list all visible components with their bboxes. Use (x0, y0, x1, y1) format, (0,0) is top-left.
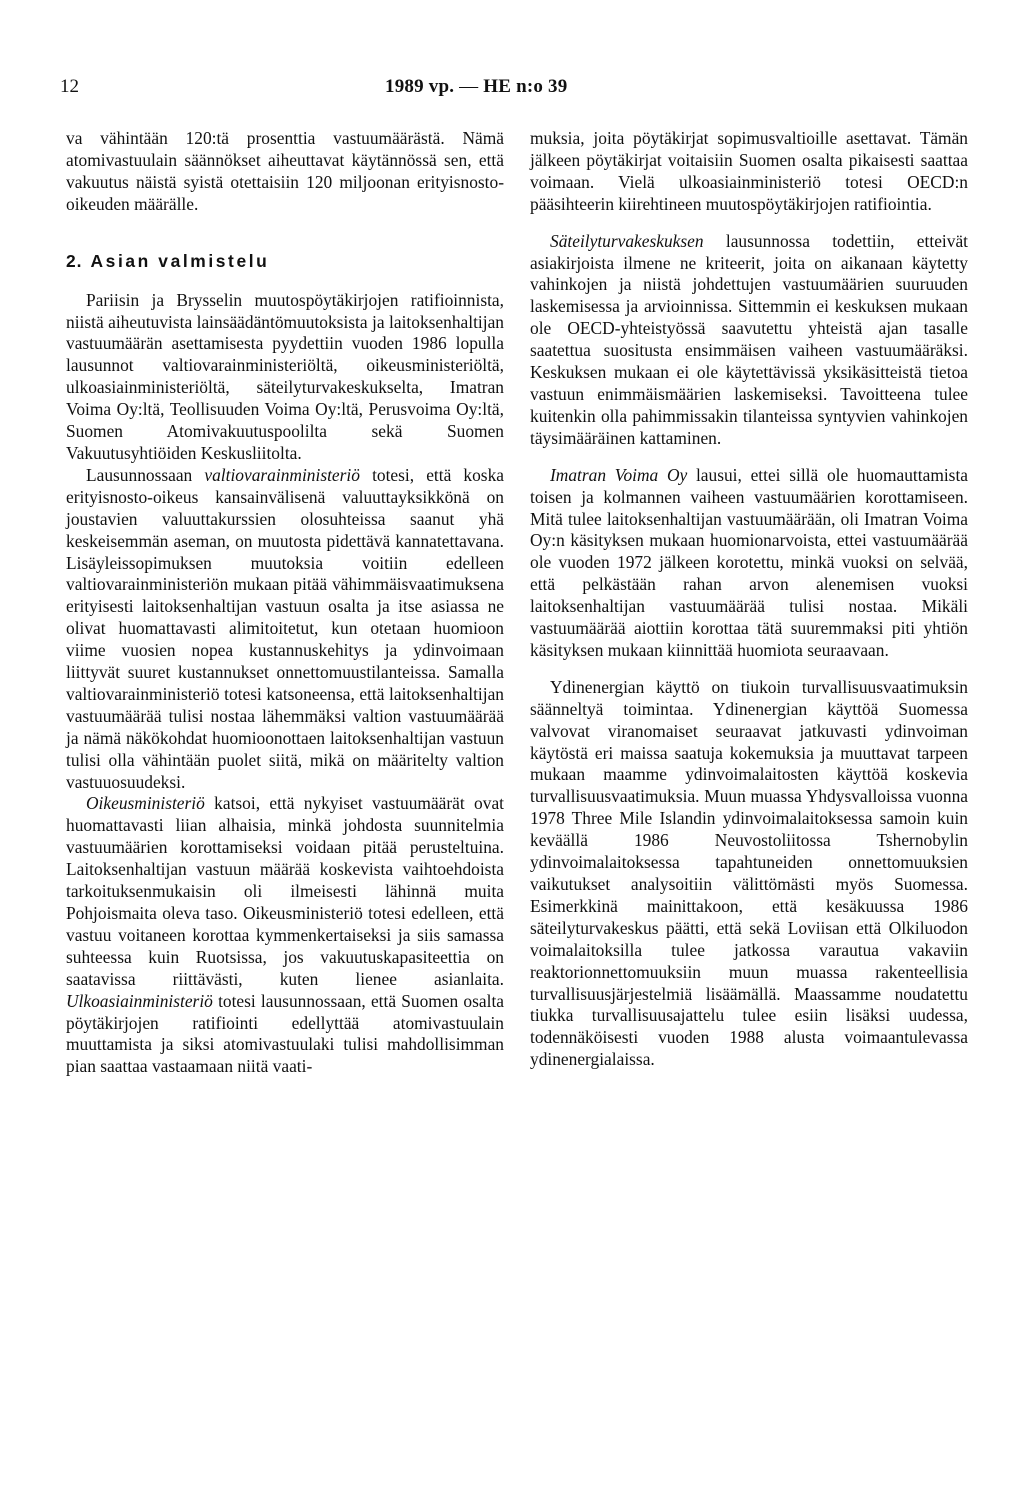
foreign-ministry-statement-text: totesi lausunnossaan, että Suomen osalta pöytäkirjojen ratifiointi edellyttää atomivastuulain muuttamista ja siksi atomivastuulaki tulisi mahdollisimman pian saattaa vastaamaan niitä vaati- (66, 990, 504, 1077)
justice-ministry-paragraph (66, 793, 504, 1078)
section-title: Asian valmistelu (90, 250, 270, 271)
left-column (66, 128, 504, 1078)
imatran-voima-name: Imatran Voima Oy (550, 464, 688, 485)
justice-statement-text: katsoi, että nykyiset vastuumäärät ovat huomattavasti liian alhaisia, minkä johdosta suunnitelmia vastuumäärien korottamiseksi voidaan pitää perusteltuina. Laitoksenhaltijan vastuun määrää koskevista vaihtoehdoista tarkoituksenmukaisin oli ilmeisesti lähinnä muita Pohjoismaita oleva taso. Oikeusministeriö totesi edelleen, että vastuu voitaneen korottaa kymmenkertaiseksi ja siis samassa suhteessa kuin Ruotsissa, jos vakuutuskapasiteettia on saatavissa riittävästi, kuten lienee asianlaita. (66, 793, 504, 989)
intro-paragraph: va vähintään 120:tä prosenttia vastuumäärästä. Nämä atomivastuulain säännökset aiheuttavat käytännössä sen, että vakuutus näistä syistä otettaisiin 120 miljoonan erityisnosto-oikeuden määrälle. (66, 128, 504, 214)
continued-paragraph: muksia, joita pöytäkirjat sopimusvaltioille asettavat. Tämän jälkeen pöytäkirjat voitaisiin Suomen osalta pikaisesti saattaa voimaan. Vielä ulkoasiainministeriö totesi OECD:n pääsihteerin kiirehtineen muutospöytäkirjojen ratifiointia. (530, 128, 968, 214)
foreign-ministry-name: Ulkoasiainministeriö (66, 990, 213, 1011)
finance-lead-text: Lausunnossaan (86, 464, 193, 485)
imatran-voima-paragraph (530, 465, 968, 662)
preparation-paragraph: Pariisin ja Brysselin muutospöytäkirjojen ratifioinnista, niistä aiheutuvista lainsäädäntömuutoksista ja laitoksenhaltijan vastuumäärän asettamisesta pyydettiin vuoden 1986 lopulla lausunnot valtiovarainministeriöltä, oikeusministeriöltä, ulkoasiainministeriöltä, säteilyturvakeskukselta, Imatran Voima Oy:ltä, Teollisuuden Voima Oy:ltä, Perusvoima Oy:ltä, Suomen Atomivakuutuspoolilta sekä Suomen Vakuutusyhtiöiden Keskusliitolta. (66, 289, 504, 463)
section-number: 2. (66, 250, 83, 271)
radiation-centre-statement-text: lausunnossa todettiin, etteivät asiakirjoista ilmene ne kriteerit, joita on aikanaan käytetty vahinkojen ja niistä johdettujen vastuumäärien suuruuden laskemisessa ja arvioinnissa. Sittemmin ei keskuksen mukaan ole OECD-yhteistyössä saavutettu yhteistä ajan tasalle saatettua suositusta ensimmäisen vaiheen vastuumääräksi. Keskuksen mukaan ei ole käytettävissä yksikäsitteistä tietoa vastuun enimmäismäärien laskemiseksi. Tavoitteena tulee kuitenkin olla pahimmissakin tilanteissa syntyvien vahinkojen täysimääräinen kattaminen. (530, 230, 968, 448)
finance-ministry-name: valtiovarainministeriö (204, 464, 360, 485)
document-reference (385, 76, 567, 98)
section-heading (66, 250, 504, 272)
radiation-centre-name: Säteilyturvakeskuksen (550, 230, 704, 251)
imatran-voima-statement-text: lausui, ettei sillä ole huomauttamista toisen ja kolmannen vaiheen vastuumäärien korottamiseen. Mitä tulee laitoksenhaltijan vastuumäärään, oli Imatran Voima Oy:n käsityksen mukaan huomionarvoista, ettei vastuumäärää ole vuoden 1972 jälkeen korotettu, minkä vuoksi on selvää, että pelkästään rahan arvon alenemisen vuoksi laitoksenhaltijan vastuumäärää tulisi nostaa. Mikäli vastuumäärää aiottiin korottaa tätä suuremmaksi piti yhtiön käsityksen mukaan kiinnittää huomiota seuraavaan. (530, 464, 968, 660)
nuclear-safety-paragraph: Ydinenergian käyttö on tiukoin turvallisuusvaatimuksin säänneltyä toimintaa. Ydinenergian käyttöä Suomessa valvovat viranomaiset seuraavat jatkuvasti ydinvoiman käytöstä eri maissa saatuja kokemuksia ja muuttavat tarpeen mukaan maamme ydinvoimalaitosten käyttöä koskevia turvallisuusvaatimuksia. Muun muassa Yhdysvalloissa vuonna 1978 Three Mile Islandin ydinvoimalaitoksessa samoin kuin keväällä 1986 Neuvostoliitossa Tshernobylin ydinvoimalaitoksessa tapahtuneiden onnettomuuksien vaikutukset analysoitiin välittömästi myös Suomessa. Esimerkkinä mainittakoon, että kesäkuussa 1986 säteilyturvakeskus päätti, että sekä Loviisan että Olkiluodon voimalaitoksilla tulee jatkossa varautua vakaviin reaktorionnettomuuksiin muun muassa rakenteellisia turvallisuusjärjestelmiä lisäämällä. Maassamme noudatettu tiukka turvallisuusajattelu tulee esiin lisäksi uudessa, todennäköisesti vuoden 1988 alusta voimaantulevassa ydinenergialaissa. (530, 676, 968, 1070)
document-number: HE n:o 39 (483, 76, 568, 97)
header-separator: — (459, 76, 479, 97)
page-number: 12 (60, 76, 79, 97)
session-year: 1989 vp. (385, 76, 455, 97)
right-column (530, 128, 968, 1071)
justice-ministry-name: Oikeusministeriö (86, 793, 205, 814)
finance-statement-text: totesi, että koska erityisnosto-oikeus kansainvälisenä valuuttayksikkönä on joustavien valuuttakurssien olosuhteissa saanut yhä keskeisemmän aseman, on muutosta pidettävä kannatettavana. Lisäyleissopimuksen muutoksia voitiin edelleen valtiovarainministeriön mukaan pitää vähimmäisvaatimuksena erityisesti laitoksenhaltijan vastuun osalta ja itse asiassa ne olivat huomattavasti alimitoitetut, kun otetaan huomioon viime vuosien nopea kustannuskehitys ja ydinvoimaan liittyvät suuret kustannukset onnettomuustilanteissa. Samalla valtiovarainministeriö totesi katsoneensa, että laitoksenhaltijan vastuumäärää tulisi nostaa lähemmäksi valtion vastuumäärää ja nämä näkökohdat huomioonottaen laitoksenhaltijan vastuun tulisi olla vähintään puolet siitä, mikä on määritelty valtion vastuuosuudeksi. (66, 464, 504, 792)
page-header (0, 76, 1024, 106)
radiation-centre-paragraph (530, 231, 968, 450)
finance-ministry-paragraph (66, 465, 504, 794)
